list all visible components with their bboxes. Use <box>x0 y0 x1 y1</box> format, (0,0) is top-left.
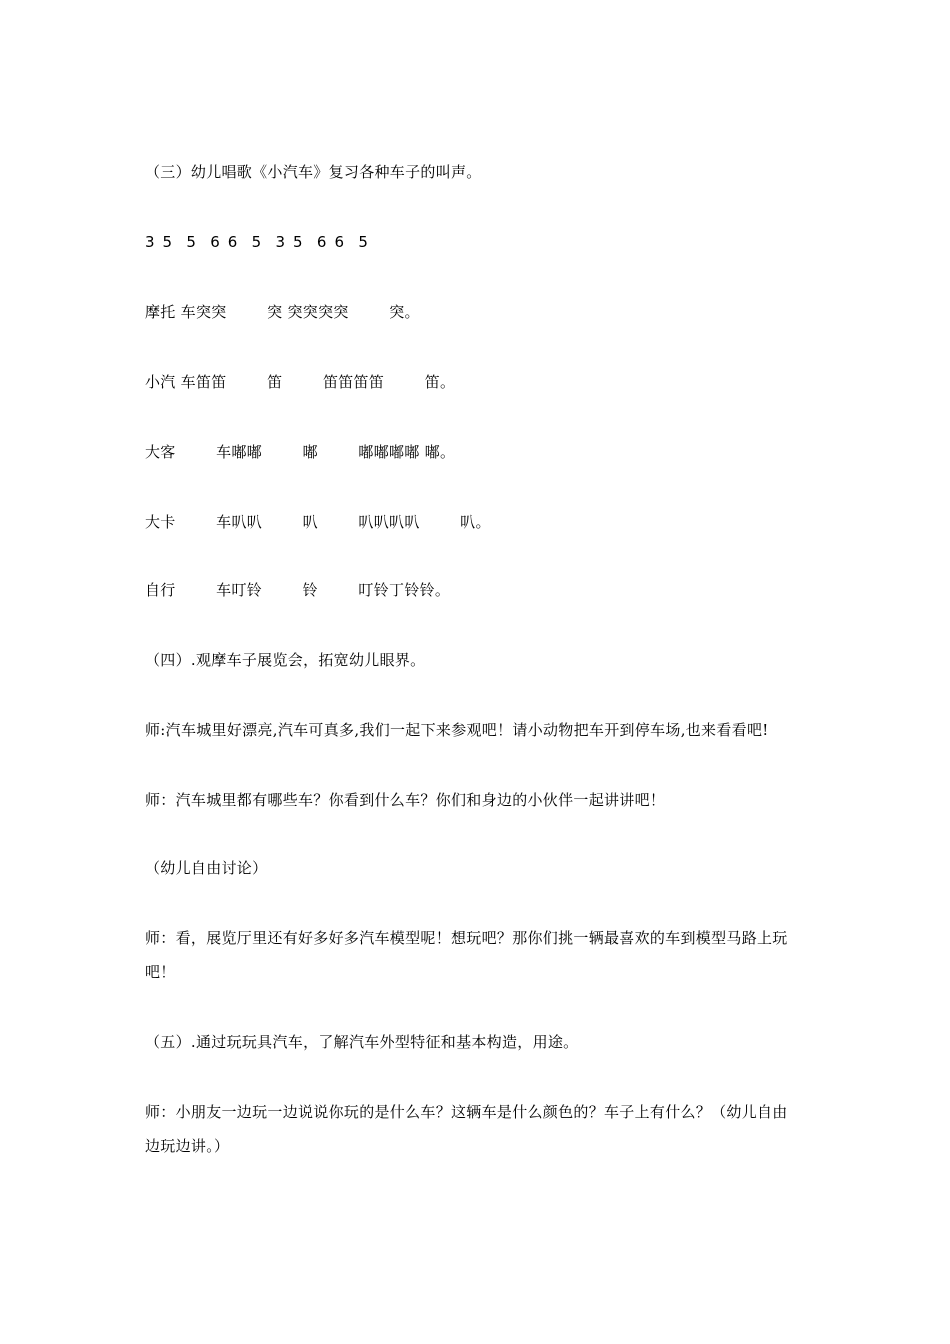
lyric-line-bicycle: 自行 车叮铃 铃 叮铃丁铃铃。 <box>145 581 451 599</box>
lyric-line-car: 小汽 车笛笛 笛 笛笛笛笛 笛。 <box>145 373 456 391</box>
lyric-line-motorcycle: 摩托 车突突 突 突突突突 突。 <box>145 303 420 321</box>
music-notation: 3 5 5 6 6 5 3 5 6 6 5 <box>145 233 370 251</box>
section-heading-5: （五）.通过玩玩具汽车，了解汽车外型特征和基本构造，用途。 <box>145 1033 579 1051</box>
teacher-line-1: 师:汽车城里好漂亮,汽车可真多,我们一起下来参观吧！请小动物把车开到停车场,也来看看吧! <box>145 721 769 739</box>
lyric-line-bus: 大客 车嘟嘟 嘟 嘟嘟嘟嘟 嘟。 <box>145 443 456 461</box>
teacher-line-4-cont: 边玩边讲。） <box>145 1137 230 1155</box>
discussion-note: （幼儿自由讨论） <box>145 859 268 877</box>
teacher-line-2: 师：汽车城里都有哪些车？你看到什么车？你们和身边的小伙伴一起讲讲吧！ <box>145 791 666 809</box>
teacher-line-4: 师：小朋友一边玩一边说说你玩的是什么车？这辆车是什么颜色的？车子上有什么？（幼儿自由 <box>145 1103 788 1121</box>
teacher-line-3: 师：看，展览厅里还有好多好多汽车模型呢！想玩吧？那你们挑一辆最喜欢的车到模型马路上玩 <box>145 929 788 947</box>
section-heading-3: （三）幼儿唱歌《小汽车》复习各种车子的叫声。 <box>145 163 482 181</box>
lyric-line-truck: 大卡 车叭叭 叭 叭叭叭叭 叭。 <box>145 513 491 531</box>
section-heading-4: （四）.观摩车子展览会，拓宽幼儿眼界。 <box>145 651 426 669</box>
teacher-line-3-cont: 吧！ <box>145 963 176 981</box>
